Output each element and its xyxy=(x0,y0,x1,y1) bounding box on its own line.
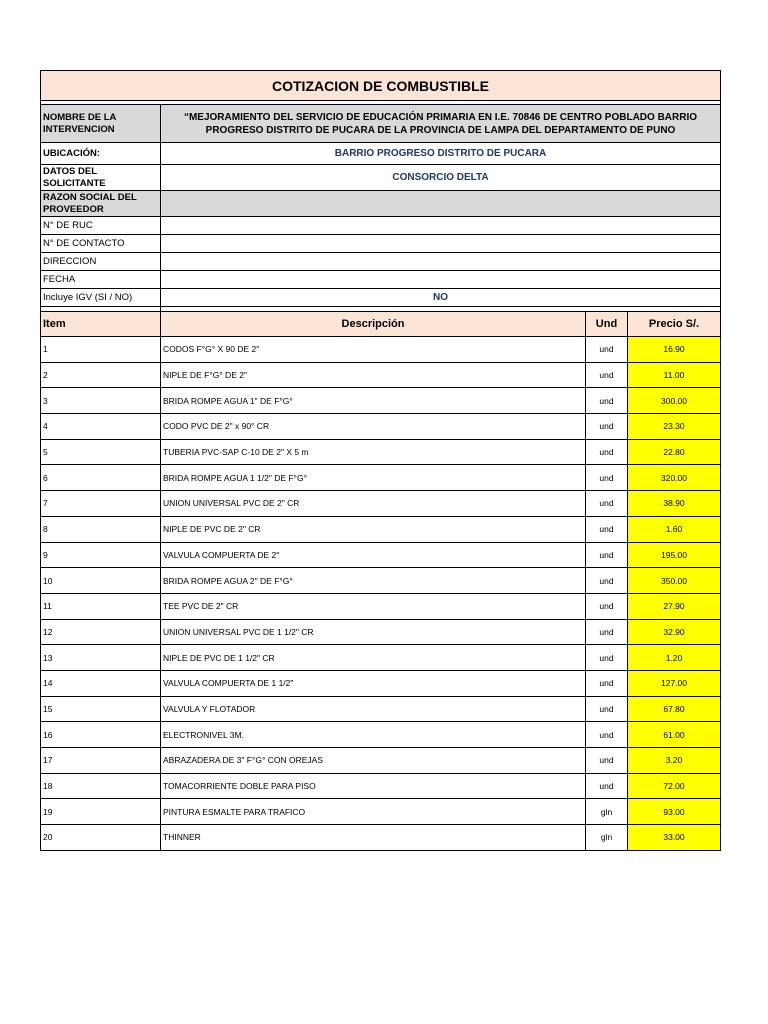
item-cell[interactable]: 11 xyxy=(41,593,161,619)
description-cell[interactable]: TUBERIA PVC-SAP C-10 DE 2" X 5 m xyxy=(161,439,586,465)
item-cell[interactable]: 10 xyxy=(41,568,161,594)
description-cell[interactable]: TOMACORRIENTE DOBLE PARA PISO xyxy=(161,773,586,799)
description-cell[interactable]: ABRAZADERA DE 3" F°G° CON OREJAS xyxy=(161,748,586,774)
price-cell[interactable]: 72.00 xyxy=(628,773,721,799)
price-cell[interactable]: 93.00 xyxy=(628,799,721,825)
description-cell[interactable]: UNION UNIVERSAL PVC DE 1 1/2" CR xyxy=(161,619,586,645)
price-cell[interactable]: 23.30 xyxy=(628,414,721,440)
table-row xyxy=(41,465,721,491)
item-cell[interactable]: 13 xyxy=(41,645,161,671)
description-cell[interactable]: NIPLE DE F°G° DE 2" xyxy=(161,362,586,388)
price-cell[interactable]: 11.00 xyxy=(628,362,721,388)
unit-cell[interactable]: und xyxy=(586,388,628,414)
description-cell[interactable]: UNION UNIVERSAL PVC DE 2" CR xyxy=(161,491,586,517)
description-cell[interactable]: VALVULA COMPUERTA DE 2" xyxy=(161,542,586,568)
unit-cell[interactable]: und xyxy=(586,414,628,440)
table-row xyxy=(41,491,721,517)
unit-cell[interactable]: und xyxy=(586,748,628,774)
table-row xyxy=(41,388,721,414)
location-label: UBICACIÓN: xyxy=(41,143,161,165)
table-row xyxy=(41,748,721,774)
item-cell[interactable]: 16 xyxy=(41,722,161,748)
unit-cell[interactable]: gln xyxy=(586,799,628,825)
requester-row xyxy=(41,165,721,191)
description-cell[interactable]: BRIDA ROMPE AGUA 2" DE F°G° xyxy=(161,568,586,594)
quotation-sheet xyxy=(40,70,720,851)
unit-header: Und xyxy=(586,312,628,337)
description-cell[interactable]: THINNER xyxy=(161,825,586,851)
table-row xyxy=(41,799,721,825)
table-row xyxy=(41,670,721,696)
contact-value[interactable] xyxy=(161,235,721,253)
provider-label: RAZON SOCIAL DEL PROVEEDOR xyxy=(41,191,161,217)
item-cell[interactable]: 7 xyxy=(41,491,161,517)
description-cell[interactable]: ELECTRONIVEL 3M. xyxy=(161,722,586,748)
table-row xyxy=(41,722,721,748)
items-header-row xyxy=(41,312,721,337)
unit-cell[interactable]: und xyxy=(586,593,628,619)
provider-value[interactable] xyxy=(161,191,721,217)
item-cell[interactable]: 4 xyxy=(41,414,161,440)
item-cell[interactable]: 3 xyxy=(41,388,161,414)
unit-cell[interactable]: und xyxy=(586,542,628,568)
item-cell[interactable]: 8 xyxy=(41,516,161,542)
description-cell[interactable]: NIPLE DE PVC DE 1 1/2" CR xyxy=(161,645,586,671)
requester-label: DATOS DEL SOLICITANTE xyxy=(41,165,161,191)
title-row xyxy=(41,71,721,101)
igv-value[interactable]: NO xyxy=(161,289,721,307)
description-cell[interactable]: TEE PVC DE 2" CR xyxy=(161,593,586,619)
location-value[interactable]: BARRIO PROGRESO DISTRITO DE PUCARA xyxy=(161,143,721,165)
table-row xyxy=(41,516,721,542)
description-cell[interactable]: VALVULA Y FLOTADOR xyxy=(161,696,586,722)
description-cell[interactable]: CODO PVC DE 2" x 90° CR xyxy=(161,414,586,440)
address-row xyxy=(41,253,721,271)
item-cell[interactable]: 12 xyxy=(41,619,161,645)
price-header: Precio S/. xyxy=(628,312,721,337)
price-cell[interactable]: 67.80 xyxy=(628,696,721,722)
price-cell[interactable]: 3.20 xyxy=(628,748,721,774)
page-title: COTIZACION DE COMBUSTIBLE xyxy=(41,71,721,101)
quotation-table xyxy=(40,70,721,851)
table-row xyxy=(41,593,721,619)
description-cell[interactable]: BRIDA ROMPE AGUA 1 1/2" DE F°G° xyxy=(161,465,586,491)
unit-cell[interactable]: und xyxy=(586,439,628,465)
table-row xyxy=(41,542,721,568)
unit-cell[interactable]: und xyxy=(586,362,628,388)
table-row xyxy=(41,696,721,722)
price-cell[interactable]: 195.00 xyxy=(628,542,721,568)
unit-cell[interactable]: und xyxy=(586,568,628,594)
date-value[interactable] xyxy=(161,271,721,289)
address-value[interactable] xyxy=(161,253,721,271)
unit-cell[interactable]: und xyxy=(586,670,628,696)
item-cell[interactable]: 18 xyxy=(41,773,161,799)
unit-cell[interactable]: und xyxy=(586,619,628,645)
unit-cell[interactable]: und xyxy=(586,491,628,517)
date-label: FECHA xyxy=(41,271,161,289)
ruc-value[interactable] xyxy=(161,217,721,235)
description-header: Descripción xyxy=(161,312,586,337)
provider-row xyxy=(41,191,721,217)
intervention-value[interactable]: “MEJORAMIENTO DEL SERVICIO DE EDUCACIÓN PRIMARIA EN I.E. 70846 DE CENTRO POBLADO BARRIO PROGRESO DISTRITO DE PUCARA DE LA PROVINCIA DE LAMPA DEL DEPARTAMENTO DE PUNO xyxy=(161,105,721,143)
price-cell[interactable]: 300.00 xyxy=(628,388,721,414)
price-cell[interactable]: 38.90 xyxy=(628,491,721,517)
description-cell[interactable]: CODOS F°G° X 90 DE 2" xyxy=(161,337,586,363)
unit-cell[interactable]: und xyxy=(586,696,628,722)
item-cell[interactable]: 9 xyxy=(41,542,161,568)
items-body xyxy=(41,337,721,851)
date-row xyxy=(41,271,721,289)
unit-cell[interactable]: gln xyxy=(586,825,628,851)
table-row xyxy=(41,439,721,465)
item-header: Item xyxy=(41,312,161,337)
price-cell[interactable]: 33.00 xyxy=(628,825,721,851)
item-cell[interactable]: 2 xyxy=(41,362,161,388)
igv-row xyxy=(41,289,721,307)
description-cell[interactable]: BRIDA ROMPE AGUA 1" DE F°G° xyxy=(161,388,586,414)
price-cell[interactable]: 350.00 xyxy=(628,568,721,594)
location-row xyxy=(41,143,721,165)
price-cell[interactable]: 1.60 xyxy=(628,516,721,542)
table-row xyxy=(41,414,721,440)
price-cell[interactable]: 61.00 xyxy=(628,722,721,748)
table-row xyxy=(41,645,721,671)
ruc-row xyxy=(41,217,721,235)
table-row xyxy=(41,619,721,645)
price-cell[interactable]: 16.90 xyxy=(628,337,721,363)
table-row xyxy=(41,825,721,851)
unit-cell[interactable]: und xyxy=(586,773,628,799)
unit-cell[interactable]: und xyxy=(586,722,628,748)
item-cell[interactable]: 17 xyxy=(41,748,161,774)
item-cell[interactable]: 15 xyxy=(41,696,161,722)
price-cell[interactable]: 127.00 xyxy=(628,670,721,696)
address-label: DIRECCION xyxy=(41,253,161,271)
igv-label: Incluye IGV (SI / NO) xyxy=(41,289,161,307)
unit-cell[interactable]: und xyxy=(586,465,628,491)
price-cell[interactable]: 22.80 xyxy=(628,439,721,465)
table-row xyxy=(41,568,721,594)
price-cell[interactable]: 1.20 xyxy=(628,645,721,671)
description-cell[interactable]: VALVULA COMPUERTA DE 1 1/2" xyxy=(161,670,586,696)
contact-label: N° DE CONTACTO xyxy=(41,235,161,253)
item-cell[interactable]: 6 xyxy=(41,465,161,491)
table-row xyxy=(41,773,721,799)
table-row xyxy=(41,362,721,388)
intervention-label: NOMBRE DE LA INTERVENCION xyxy=(41,105,161,143)
price-cell[interactable]: 27.90 xyxy=(628,593,721,619)
contact-row xyxy=(41,235,721,253)
unit-cell[interactable]: und xyxy=(586,645,628,671)
item-cell[interactable]: 20 xyxy=(41,825,161,851)
price-cell[interactable]: 32.90 xyxy=(628,619,721,645)
intervention-row xyxy=(41,105,721,143)
requester-value[interactable]: CONSORCIO DELTA xyxy=(161,165,721,191)
table-row xyxy=(41,337,721,363)
item-cell[interactable]: 5 xyxy=(41,439,161,465)
description-cell[interactable]: PINTURA ESMALTE PARA TRAFICO xyxy=(161,799,586,825)
unit-cell[interactable]: und xyxy=(586,516,628,542)
unit-cell[interactable]: und xyxy=(586,337,628,363)
description-cell[interactable]: NIPLE DE PVC DE 2" CR xyxy=(161,516,586,542)
item-cell[interactable]: 14 xyxy=(41,670,161,696)
item-cell[interactable]: 1 xyxy=(41,337,161,363)
item-cell[interactable]: 19 xyxy=(41,799,161,825)
price-cell[interactable]: 320.00 xyxy=(628,465,721,491)
ruc-label: N° DE RUC xyxy=(41,217,161,235)
